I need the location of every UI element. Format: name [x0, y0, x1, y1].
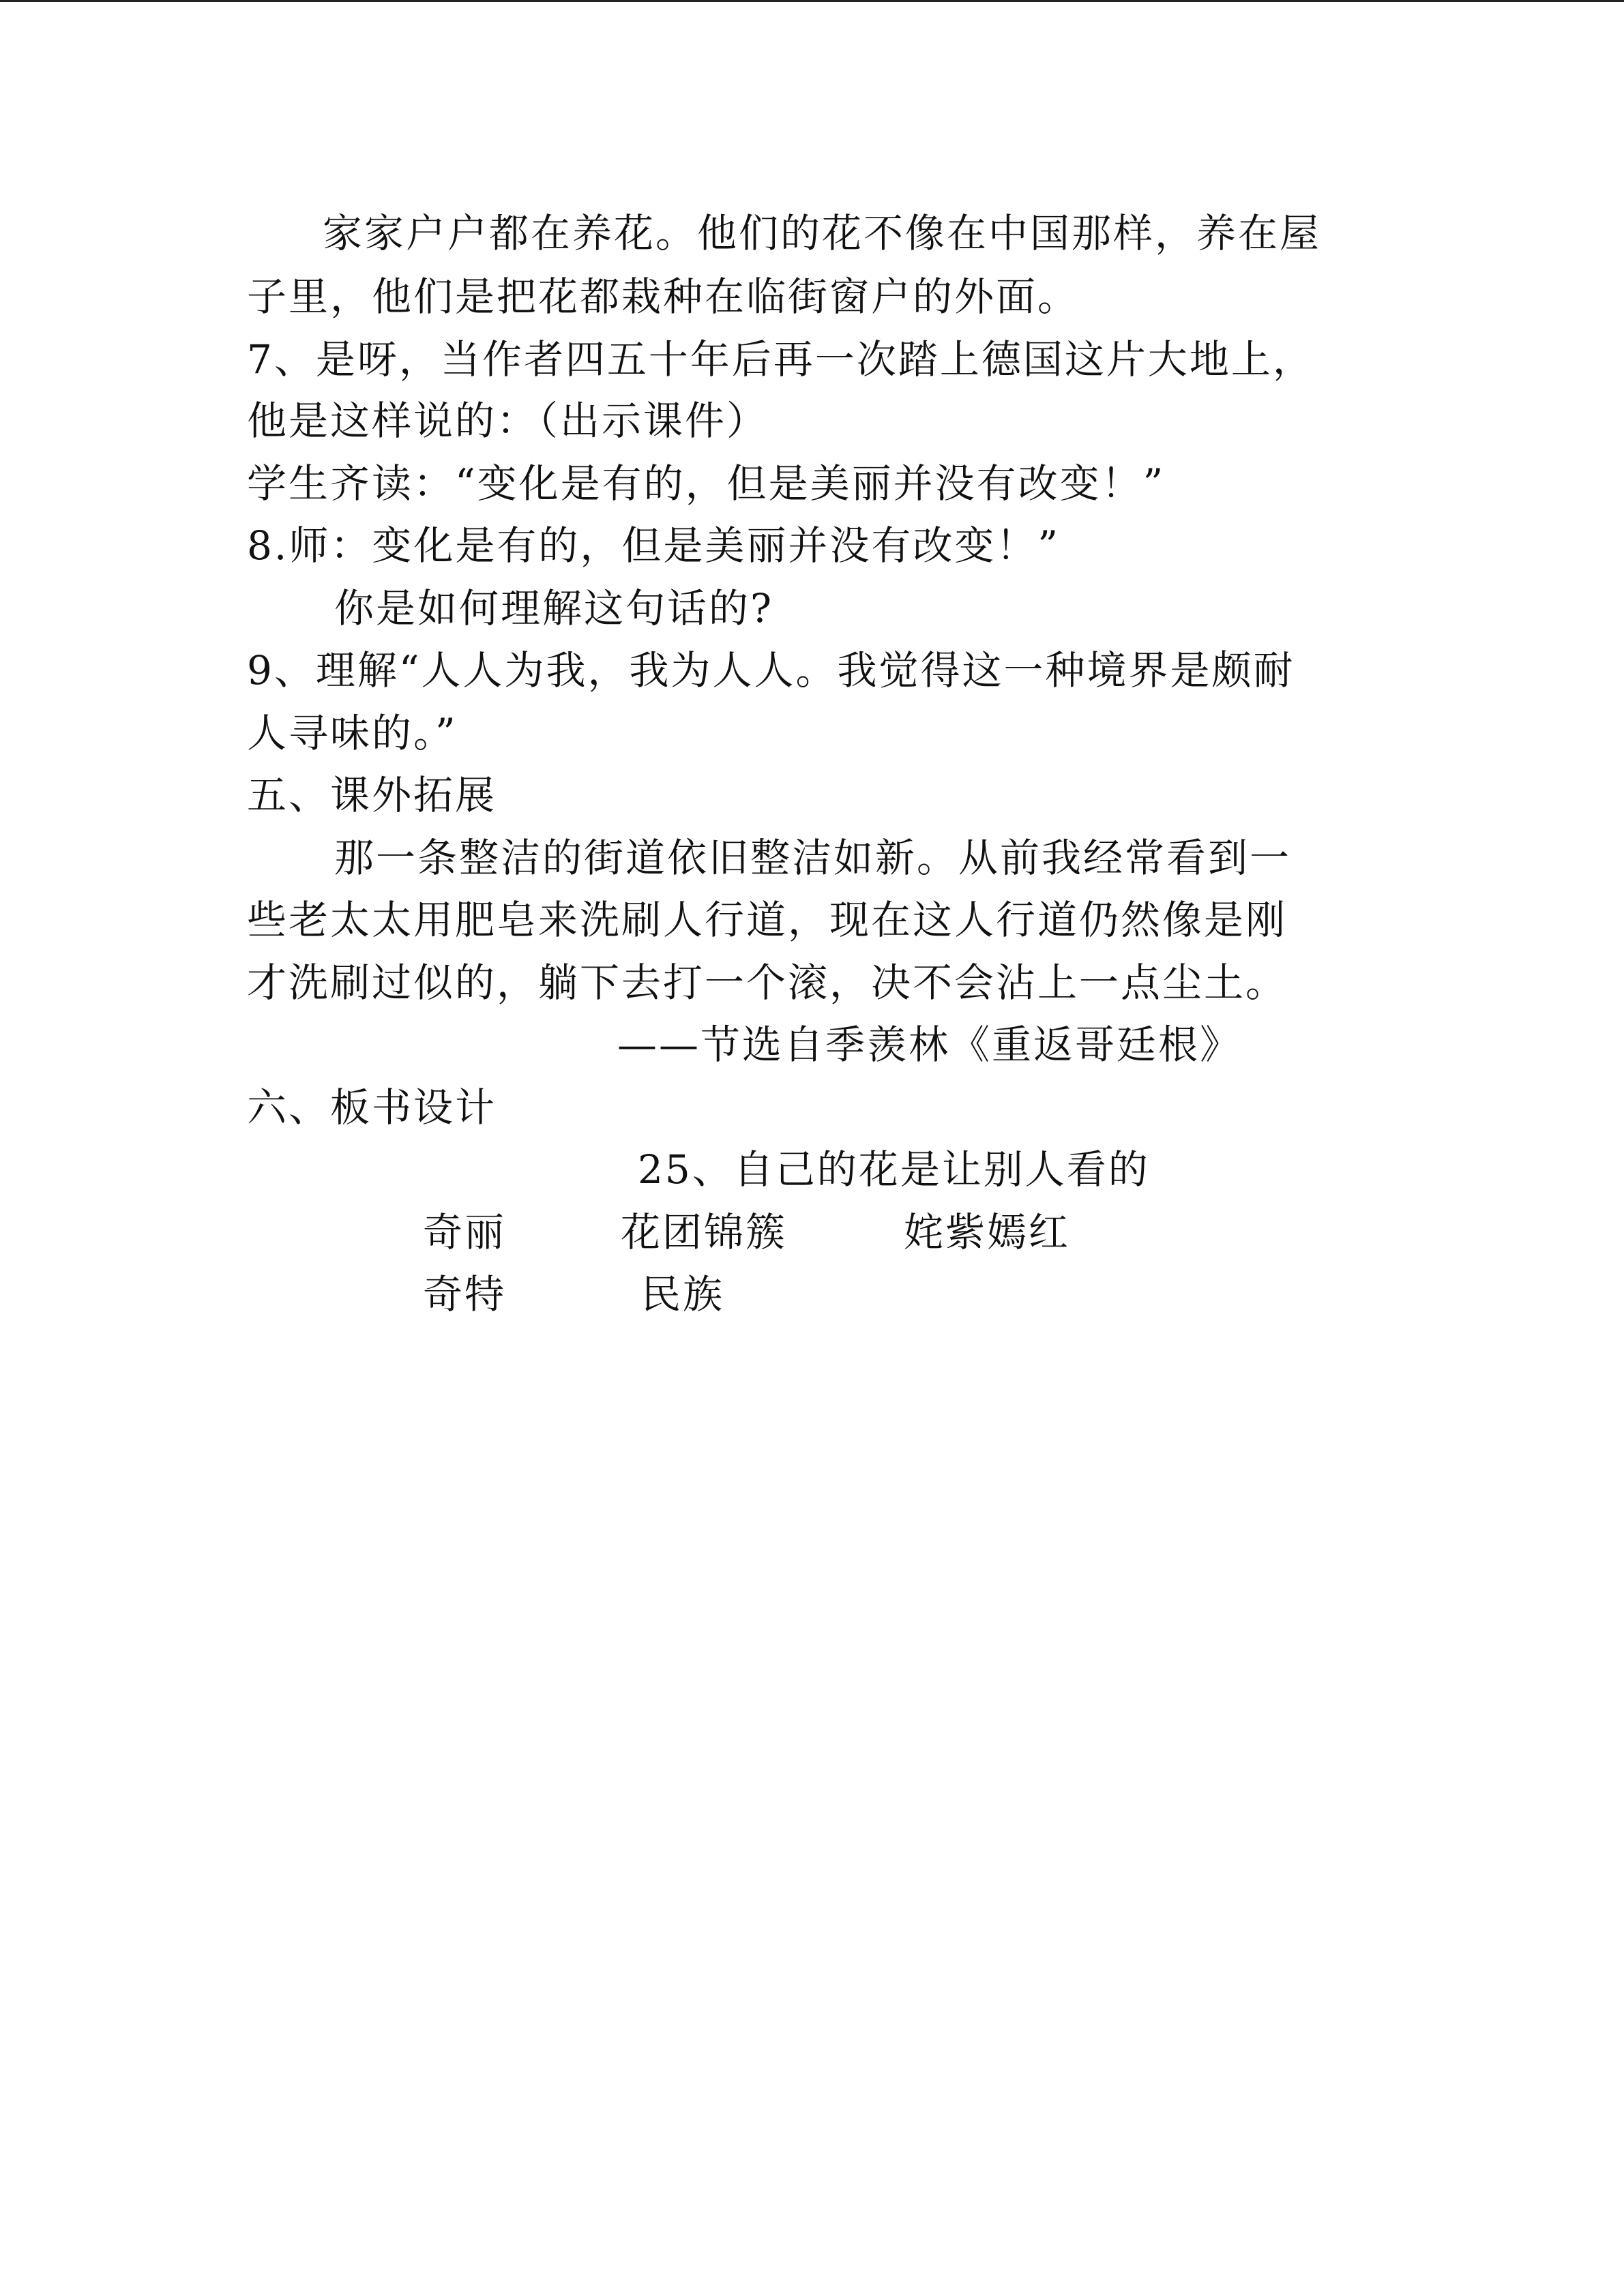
section-heading-extension: 五、课外拓展 [247, 772, 497, 818]
paragraph-line-4: 他是这样说的：（出示课件） [247, 398, 769, 444]
board-row2-item1: 奇特 [423, 1271, 507, 1317]
board-row1-item2: 花团锦簇 [621, 1209, 788, 1255]
citation-line: ——节选自季羡林《重返哥廷根》 [617, 1022, 1242, 1068]
section-heading-board-design: 六、板书设计 [247, 1084, 497, 1131]
board-row1-item3: 姹紫嫣红 [904, 1209, 1071, 1255]
paragraph-line-2: 子里，他们是把花都栽种在临街窗户的外面。 [247, 273, 1080, 320]
paragraph-line-1: 家家户户都在养花。他们的花不像在中国那样，养在屋 [281, 210, 1322, 256]
paragraph-line-7: 你是如何理解这句话的? [334, 585, 774, 631]
board-row2-item2: 民族 [641, 1271, 725, 1317]
paragraph-line-12: 些老太太用肥皂来洗刷人行道，现在这人行道仍然像是刚 [247, 897, 1288, 943]
paragraph-line-5: 学生齐读：“变化是有的，但是美丽并没有改变！” [247, 460, 1166, 507]
paragraph-line-13: 才洗刷过似的，躺下去打一个滚，决不会沾上一点尘土。 [247, 959, 1288, 1006]
paragraph-line-3: 7、是呀，当作者四五十年后再一次踏上德国这片大地上， [247, 336, 1314, 383]
board-row1-item1: 奇丽 [423, 1209, 507, 1255]
paragraph-line-6: 8.师：变化是有的，但是美丽并没有改变！” [247, 522, 1060, 569]
paragraph-line-9: 人寻味的。” [247, 710, 458, 756]
paragraph-line-11: 那一条整洁的街道依旧整洁如新。从前我经常看到一 [334, 835, 1292, 881]
paragraph-line-8: 9、理解“人人为我，我为人人。我觉得这一种境界是颇耐 [247, 647, 1295, 694]
page-top-border [0, 0, 1624, 2]
board-title: 25、自己的花是让别人看的 [638, 1146, 1150, 1193]
